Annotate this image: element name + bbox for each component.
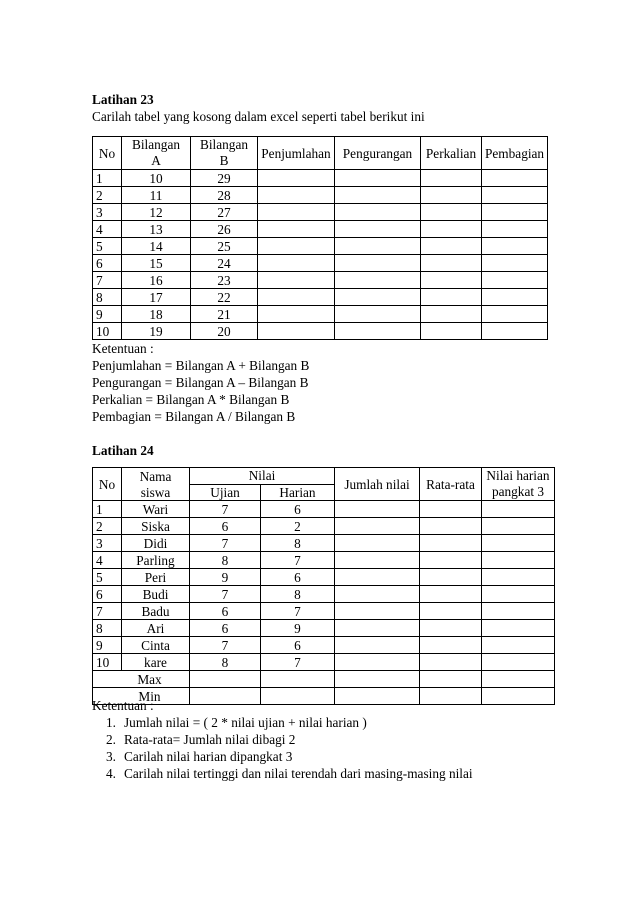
cell-bilangan-b: 22: [191, 289, 258, 306]
header-ujian: Ujian: [190, 484, 261, 501]
header-nama-line1: Nama: [122, 468, 190, 485]
table-row: [93, 620, 555, 637]
header-bilangan-a-line1: Bilangan: [131, 137, 180, 152]
table-row: [93, 170, 548, 187]
table-latihan-24: [92, 467, 555, 705]
table-row: [93, 238, 548, 255]
table-row: [93, 518, 555, 535]
cell-nama-siswa: Peri: [122, 569, 190, 586]
cell-bilangan-a: 18: [122, 306, 191, 323]
header-rata-rata: Rata-rata: [420, 468, 482, 501]
cell-pembagian: [482, 272, 548, 289]
cell-rata-rata: [420, 569, 482, 586]
cell-pembagian: [482, 289, 548, 306]
header-harian: Harian: [261, 484, 335, 501]
cell-jumlah-nilai: [335, 586, 420, 603]
rule-penjumlahan: Penjumlahan = Bilangan A + Bilangan B: [92, 358, 310, 373]
table-row: [93, 535, 555, 552]
cell-nilai-harian: 6: [261, 637, 335, 654]
cell-pangkat-3: [482, 501, 555, 518]
cell-no: 6: [93, 586, 122, 603]
cell-no: 4: [93, 552, 122, 569]
table-row: [93, 289, 548, 306]
cell-penjumlahan: [258, 255, 335, 272]
cell-rata-rata: [420, 637, 482, 654]
cell-jumlah-nilai: [335, 637, 420, 654]
cell-pengurangan: [335, 170, 421, 187]
table-row: [93, 569, 555, 586]
header-bilangan-b-line2: B: [219, 153, 229, 168]
table-row: [93, 552, 555, 569]
cell-bilangan-a: 17: [122, 289, 191, 306]
max-ujian-cell: [190, 671, 261, 688]
latihan-23-title: Latihan 23: [92, 92, 154, 107]
header-penjumlahan: Penjumlahan: [258, 137, 335, 170]
cell-pengurangan: [335, 238, 421, 255]
cell-pengurangan: [335, 323, 421, 340]
cell-perkalian: [421, 170, 482, 187]
cell-bilangan-b: 21: [191, 306, 258, 323]
cell-pangkat-3: [482, 552, 555, 569]
table-row: [93, 204, 548, 221]
cell-bilangan-a: 13: [122, 221, 191, 238]
cell-bilangan-a: 19: [122, 323, 191, 340]
cell-perkalian: [421, 187, 482, 204]
cell-penjumlahan: [258, 306, 335, 323]
cell-nilai-harian: 6: [261, 569, 335, 586]
list-item: [92, 748, 473, 765]
header-bilangan-b: [191, 137, 258, 170]
cell-nilai-ujian: 6: [190, 603, 261, 620]
cell-no: 9: [93, 306, 122, 323]
cell-penjumlahan: [258, 238, 335, 255]
cell-pangkat-3: [482, 586, 555, 603]
table-row: [93, 586, 555, 603]
table-latihan-23: [92, 136, 548, 340]
table-row: [93, 501, 555, 518]
cell-jumlah-nilai: [335, 552, 420, 569]
header-no: No: [93, 137, 122, 170]
table-header-row-1: [93, 468, 555, 485]
cell-nama-siswa: kare: [122, 654, 190, 671]
cell-nilai-ujian: 7: [190, 586, 261, 603]
max-pangkat-cell: [482, 671, 555, 688]
cell-rata-rata: [420, 552, 482, 569]
table-row: [93, 306, 548, 323]
cell-rata-rata: [420, 654, 482, 671]
header-pangkat-line2: pangkat 3: [491, 484, 545, 499]
cell-bilangan-b: 23: [191, 272, 258, 289]
cell-penjumlahan: [258, 272, 335, 289]
rule-pembagian: Pembagian = Bilangan A / Bilangan B: [92, 409, 296, 424]
cell-nilai-harian: 9: [261, 620, 335, 637]
cell-pengurangan: [335, 306, 421, 323]
min-rata-cell: [420, 688, 482, 705]
cell-penjumlahan: [258, 170, 335, 187]
cell-no: 10: [93, 654, 122, 671]
list-text: Jumlah nilai = ( 2 * nilai ujian + nilai harian ): [124, 715, 367, 730]
cell-bilangan-b: 29: [191, 170, 258, 187]
list-number: 3.: [106, 749, 116, 764]
list-text: Rata-rata= Jumlah nilai dibagi 2: [124, 732, 296, 747]
cell-rata-rata: [420, 620, 482, 637]
cell-penjumlahan: [258, 323, 335, 340]
cell-pembagian: [482, 204, 548, 221]
cell-pembagian: [482, 221, 548, 238]
table-row: [93, 323, 548, 340]
cell-jumlah-nilai: [335, 518, 420, 535]
cell-nama-siswa: Ari: [122, 620, 190, 637]
cell-nama-siswa: Budi: [122, 586, 190, 603]
cell-bilangan-b: 20: [191, 323, 258, 340]
cell-nilai-harian: 8: [261, 586, 335, 603]
cell-pengurangan: [335, 221, 421, 238]
header-pengurangan: Pengurangan: [335, 137, 421, 170]
cell-nilai-harian: 7: [261, 603, 335, 620]
cell-nilai-ujian: 8: [190, 552, 261, 569]
list-number: 1.: [106, 715, 116, 730]
cell-nilai-harian: 8: [261, 535, 335, 552]
cell-bilangan-a: 11: [122, 187, 191, 204]
cell-jumlah-nilai: [335, 501, 420, 518]
latihan-24-title: Latihan 24: [92, 443, 154, 458]
list-text: Carilah nilai tertinggi dan nilai terendah dari masing-masing nilai: [124, 766, 473, 781]
cell-pangkat-3: [482, 603, 555, 620]
header-pangkat-line1: Nilai harian: [486, 468, 550, 483]
cell-no: 5: [93, 569, 122, 586]
header-bilangan-b-line1: Bilangan: [199, 137, 248, 152]
cell-bilangan-a: 12: [122, 204, 191, 221]
latihan-24-rules-list: [92, 714, 473, 782]
cell-penjumlahan: [258, 221, 335, 238]
min-label: Min: [93, 688, 190, 705]
cell-jumlah-nilai: [335, 603, 420, 620]
header-nilai-harian-pangkat-3: [482, 468, 555, 501]
list-item: [92, 765, 473, 782]
cell-no: 4: [93, 221, 122, 238]
cell-bilangan-a: 10: [122, 170, 191, 187]
cell-perkalian: [421, 255, 482, 272]
cell-bilangan-b: 28: [191, 187, 258, 204]
cell-bilangan-b: 25: [191, 238, 258, 255]
cell-jumlah-nilai: [335, 654, 420, 671]
cell-pembagian: [482, 170, 548, 187]
header-bilangan-a-line2: A: [151, 153, 161, 168]
cell-pangkat-3: [482, 518, 555, 535]
cell-rata-rata: [420, 586, 482, 603]
header-bilangan-a: [122, 137, 191, 170]
table-row: [93, 603, 555, 620]
header-no: No: [93, 468, 122, 501]
rule-pengurangan: Pengurangan = Bilangan A – Bilangan B: [92, 375, 309, 390]
cell-no: 7: [93, 272, 122, 289]
cell-perkalian: [421, 323, 482, 340]
cell-pengurangan: [335, 187, 421, 204]
cell-nama-siswa: Wari: [122, 501, 190, 518]
cell-nilai-ujian: 6: [190, 518, 261, 535]
table-row: [93, 637, 555, 654]
cell-jumlah-nilai: [335, 569, 420, 586]
table-row: [93, 272, 548, 289]
cell-pembagian: [482, 255, 548, 272]
cell-perkalian: [421, 306, 482, 323]
cell-rata-rata: [420, 535, 482, 552]
cell-pembagian: [482, 323, 548, 340]
cell-penjumlahan: [258, 204, 335, 221]
list-number: 4.: [106, 766, 116, 781]
cell-no: 3: [93, 535, 122, 552]
cell-jumlah-nilai: [335, 535, 420, 552]
cell-pengurangan: [335, 255, 421, 272]
cell-no: 6: [93, 255, 122, 272]
cell-bilangan-a: 15: [122, 255, 191, 272]
cell-no: 5: [93, 238, 122, 255]
list-item: [92, 714, 473, 731]
cell-no: 10: [93, 323, 122, 340]
cell-rata-rata: [420, 501, 482, 518]
cell-pembagian: [482, 187, 548, 204]
cell-nama-siswa: Parling: [122, 552, 190, 569]
min-pangkat-cell: [482, 688, 555, 705]
header-perkalian: Perkalian: [421, 137, 482, 170]
cell-nilai-ujian: 7: [190, 501, 261, 518]
cell-nilai-ujian: 7: [190, 637, 261, 654]
list-number: 2.: [106, 732, 116, 747]
cell-bilangan-b: 24: [191, 255, 258, 272]
table-row: [93, 221, 548, 238]
cell-no: 7: [93, 603, 122, 620]
cell-pembagian: [482, 306, 548, 323]
cell-bilangan-b: 26: [191, 221, 258, 238]
cell-no: 8: [93, 620, 122, 637]
cell-perkalian: [421, 221, 482, 238]
cell-bilangan-a: 14: [122, 238, 191, 255]
cell-nilai-ujian: 8: [190, 654, 261, 671]
table-row: [93, 654, 555, 671]
cell-pangkat-3: [482, 620, 555, 637]
cell-no: 9: [93, 637, 122, 654]
cell-jumlah-nilai: [335, 620, 420, 637]
cell-pangkat-3: [482, 535, 555, 552]
cell-pembagian: [482, 238, 548, 255]
cell-penjumlahan: [258, 187, 335, 204]
max-harian-cell: [261, 671, 335, 688]
header-nilai: Nilai: [190, 468, 335, 485]
cell-nilai-ujian: 6: [190, 620, 261, 637]
table-row: [93, 255, 548, 272]
header-pembagian: Pembagian: [482, 137, 548, 170]
cell-perkalian: [421, 204, 482, 221]
cell-no: 2: [93, 518, 122, 535]
cell-nama-siswa: Cinta: [122, 637, 190, 654]
cell-bilangan-b: 27: [191, 204, 258, 221]
cell-pangkat-3: [482, 569, 555, 586]
cell-perkalian: [421, 289, 482, 306]
max-jumlah-cell: [335, 671, 420, 688]
list-item: [92, 731, 473, 748]
cell-nilai-harian: 7: [261, 552, 335, 569]
max-label: Max: [93, 671, 190, 688]
cell-nama-siswa: Siska: [122, 518, 190, 535]
rule-perkalian: Perkalian = Bilangan A * Bilangan B: [92, 392, 290, 407]
table-row: [93, 187, 548, 204]
cell-no: 2: [93, 187, 122, 204]
cell-penjumlahan: [258, 289, 335, 306]
cell-nilai-ujian: 7: [190, 535, 261, 552]
header-jumlah-nilai: Jumlah nilai: [335, 468, 420, 501]
cell-perkalian: [421, 238, 482, 255]
cell-nilai-ujian: 9: [190, 569, 261, 586]
cell-nilai-harian: 6: [261, 501, 335, 518]
cell-nama-siswa: Badu: [122, 603, 190, 620]
min-jumlah-cell: [335, 688, 420, 705]
latihan-24-rules-title: Ketentuan :: [92, 698, 154, 713]
latihan-23-instruction: Carilah tabel yang kosong dalam excel seperti tabel berikut ini: [92, 109, 425, 124]
cell-nilai-harian: 7: [261, 654, 335, 671]
cell-no: 1: [93, 170, 122, 187]
cell-nama-siswa: Didi: [122, 535, 190, 552]
table-header-row: [93, 137, 548, 170]
cell-pangkat-3: [482, 637, 555, 654]
list-text: Carilah nilai harian dipangkat 3: [124, 749, 293, 764]
cell-pengurangan: [335, 289, 421, 306]
cell-no: 8: [93, 289, 122, 306]
min-harian-cell: [261, 688, 335, 705]
max-row: [93, 671, 555, 688]
min-row: [93, 688, 555, 705]
cell-pangkat-3: [482, 654, 555, 671]
cell-bilangan-a: 16: [122, 272, 191, 289]
cell-rata-rata: [420, 518, 482, 535]
cell-pengurangan: [335, 204, 421, 221]
min-ujian-cell: [190, 688, 261, 705]
cell-nilai-harian: 2: [261, 518, 335, 535]
cell-no: 3: [93, 204, 122, 221]
cell-rata-rata: [420, 603, 482, 620]
latihan-23-rules-title: Ketentuan :: [92, 341, 154, 356]
max-rata-cell: [420, 671, 482, 688]
cell-pengurangan: [335, 272, 421, 289]
header-nama-line2: siswa: [122, 484, 190, 501]
cell-no: 1: [93, 501, 122, 518]
cell-perkalian: [421, 272, 482, 289]
